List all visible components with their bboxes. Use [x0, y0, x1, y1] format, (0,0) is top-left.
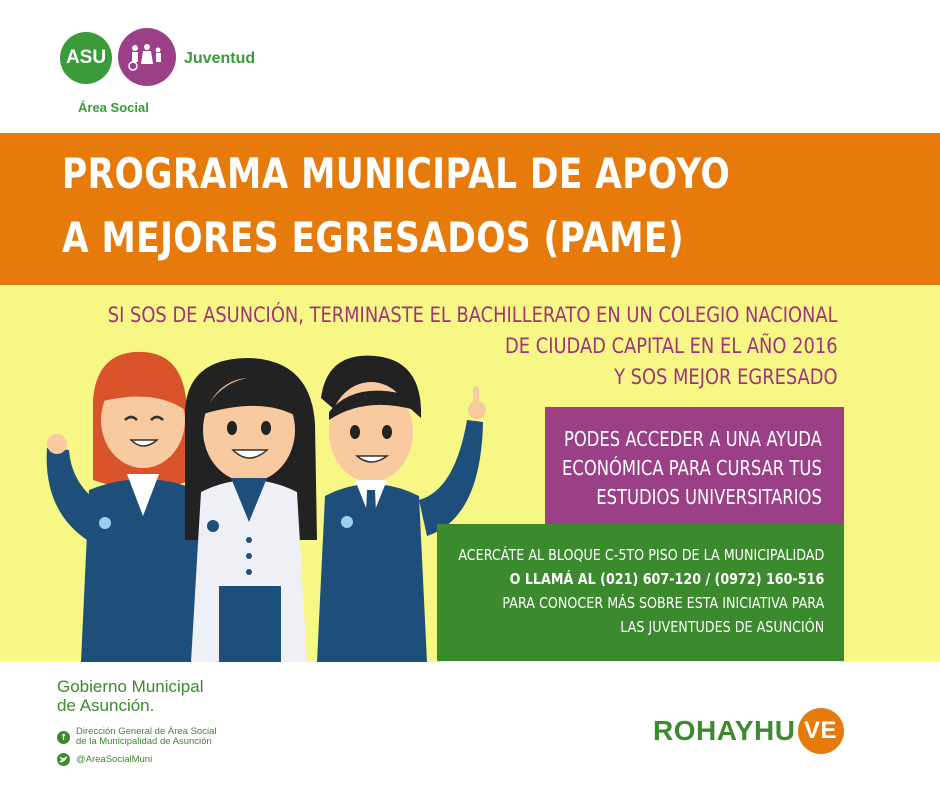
benefit-line-1: PODES ACCEDER A UNA AYUDA: [564, 427, 822, 451]
contact-phone: O LLAMÁ AL (021) 607-120 / (0972) 160-516: [509, 570, 824, 588]
intro-line-3: Y SOS MEJOR EGRESADO: [614, 365, 838, 389]
family-icon: [118, 28, 176, 86]
twitter-handle: @AreaSocialMuni: [76, 753, 153, 765]
twitter-link[interactable]: [57, 753, 152, 766]
title-line-1: PROGRAMA MUNICIPAL DE APOYO: [62, 149, 731, 198]
students-illustration: [35, 340, 495, 662]
title-acronym: (PAME): [543, 213, 685, 262]
benefit-box: [545, 407, 844, 524]
title-line-2: [62, 213, 684, 262]
twitter-icon: [57, 753, 70, 766]
student-girl-dark-hair: [185, 358, 317, 662]
contact-line-1: ACERCÁTE AL BLOQUE C-5TO PISO DE LA MUNICIPALIDAD: [458, 546, 824, 564]
contact-line-4: LAS JUVENTUDES DE ASUNCIÓN: [619, 618, 824, 636]
rohayhuve-text: ROHAYHU: [653, 715, 796, 746]
juventud-label: Juventud: [184, 50, 256, 67]
municipal-government-logo: [57, 677, 203, 715]
facebook-line-1: Dirección General de Área Social: [76, 726, 217, 737]
intro-line-2: DE CIUDAD CAPITAL EN EL AÑO 2016: [505, 334, 838, 358]
header: [0, 0, 940, 133]
title-line-2-text: A MEJORES EGRESADOS: [62, 213, 544, 262]
asu-logo: [60, 32, 112, 84]
rohayhuve-logo: [653, 708, 844, 754]
facebook-icon: f: [57, 731, 70, 744]
title-banner: [0, 133, 940, 285]
gob-line-2: de Asunción.: [57, 696, 155, 715]
intro-line-1: SI SOS DE ASUNCIÓN, TERMINASTE EL BACHILLERATO EN UN COLEGIO NACIONAL: [108, 303, 838, 327]
student-girl-red-hair: [47, 352, 205, 662]
rohayhuve-ve-badge: VE: [798, 708, 844, 754]
gob-line-1: Gobierno Municipal: [57, 677, 204, 696]
asu-logo-text: ASU: [65, 47, 107, 68]
contact-line-3: PARA CONOCER MÁS SOBRE ESTA INICIATIVA PARA: [502, 594, 824, 612]
benefit-line-3: ESTUDIOS UNIVERSITARIOS: [596, 485, 822, 509]
area-social-label: Área Social: [78, 100, 149, 115]
contact-text: [458, 543, 824, 639]
contact-box: [437, 524, 844, 661]
facebook-line-2: de la Municipalidad de Asunción: [76, 736, 212, 747]
benefit-line-2: ECONÓMICA PARA CURSAR TUS: [562, 456, 822, 480]
facebook-link[interactable]: [57, 727, 216, 747]
benefit-text: [562, 425, 822, 512]
